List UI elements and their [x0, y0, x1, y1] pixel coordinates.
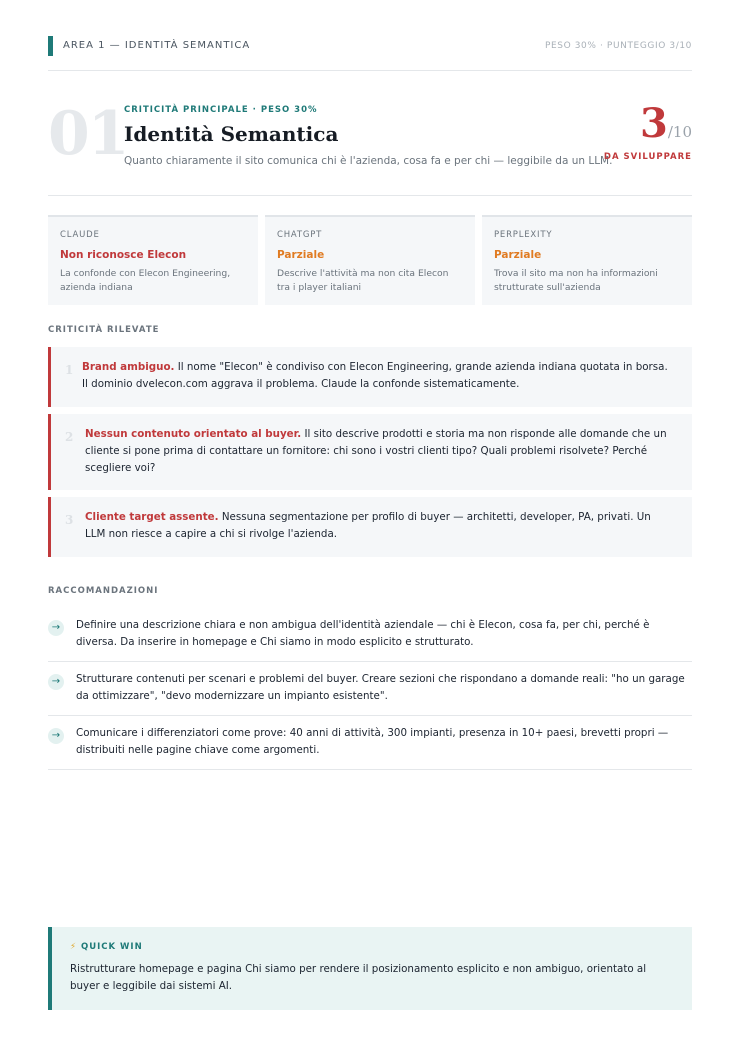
issue-item [48, 347, 692, 407]
llm-card-claude [48, 215, 258, 305]
llm-status: Parziale [277, 249, 325, 261]
lightning-icon: ⚡ [70, 942, 77, 952]
page-subtitle: Quanto chiaramente il sito comunica chi è l'azienda, cosa fa e per chi — leggibile da un LLM. [124, 155, 613, 167]
llm-status: Non riconosce Elecon [60, 249, 187, 261]
llm-card-chatgpt [265, 215, 475, 305]
quick-win-text: Ristrutturare homepage e pagina Chi siamo per rendere il posizionamento esplicito e non ambiguo, orientato al buyer e leggibile dai sistemi AI. [70, 963, 647, 992]
recommendation-text: Strutturare contenuti per scenari e problemi del buyer. Creare sezioni che rispondano a domande reali: "ho un garage da ottimizzare", "devo modernizzare un impianto esistente". [76, 673, 685, 702]
recommendation-text: Comunicare i differenziatori come prove: 40 anni di attività, 300 impianti, presenza in 10+ paesi, brevetti propri — distribuiti nelle pagine chiave come argomenti. [76, 727, 669, 756]
area-label: AREA 1 — IDENTITÀ SEMANTICA [63, 40, 251, 51]
llm-desc: Descrive l'attività ma non cita Elecon tra i player italiani [277, 268, 449, 293]
recommendation-text: Definire una descrizione chiara e non ambigua dell'identità aziendale — chi è Elecon, cosa fa, per chi, perché è diversa. Da inserire in homepage e Chi siamo in modo esplicito e strutturato. [76, 619, 650, 648]
quick-win-box [48, 927, 692, 1010]
llm-card-perplexity [482, 215, 692, 305]
issue-item [48, 414, 692, 490]
score-value: 3 [640, 100, 668, 147]
llm-name: CHATGPT [277, 230, 323, 240]
llm-desc: Trova il sito ma non ha informazioni strutturate sull'azienda [494, 268, 658, 293]
issue-title: Cliente target assente. [85, 511, 219, 523]
recommendations-section-label: RACCOMANDAZIONI [48, 586, 159, 596]
issue-title: Brand ambiguo. [82, 361, 175, 373]
issue-text [82, 359, 670, 393]
score-status-label: DA SVILUPPARE [603, 152, 692, 162]
issue-index: 1 [65, 363, 74, 377]
llm-desc: La confonde con Elecon Engineering, azienda indiana [60, 268, 231, 293]
issue-title: Nessun contenuto orientato al buyer. [85, 428, 302, 440]
recommendation-item [48, 671, 692, 716]
issue-body: Nessuna segmentazione per profilo di buyer — architetti, developer, PA, privati. Un LLM non riesce a capire a chi si rivolge l'azienda. [85, 511, 651, 540]
issue-body: Il sito descrive prodotti e storia ma non risponde alle domande che un cliente si pone prima di contattare un fornitore: chi sono i vostri clienti tipo? Quali problemi risolvete? Perché scegliere voi? [85, 428, 667, 474]
issue-index: 3 [65, 513, 74, 527]
top-bar [48, 36, 692, 56]
recommendation-item [48, 617, 692, 662]
divider [48, 70, 692, 71]
accent-bar [48, 36, 53, 56]
issue-body: Il nome "Elecon" è condiviso con Elecon Engineering, grande azienda indiana quotata in borsa. Il dominio dvelecon.com aggrava il problema. Claude la confonde sistematicamente. [82, 361, 668, 390]
arrow-right-icon: → [48, 620, 64, 636]
report-page [48, 0, 692, 1046]
page-title: Identità Semantica [124, 122, 339, 146]
section-number: 01 [48, 99, 128, 169]
section-kicker: CRITICITÀ PRINCIPALE · PESO 30% [124, 105, 318, 115]
issue-text [85, 426, 670, 477]
llm-name: PERPLEXITY [494, 230, 553, 240]
issues-section-label: CRITICITÀ RILEVATE [48, 325, 160, 335]
llm-name: CLAUDE [60, 230, 100, 240]
score-max: /10 [667, 123, 692, 141]
score [640, 100, 692, 147]
quick-win-title: QUICK WIN [80, 942, 143, 952]
arrow-right-icon: → [48, 674, 64, 690]
issue-text [85, 509, 670, 543]
recommendation-item [48, 725, 692, 770]
llm-cards [48, 215, 692, 305]
llm-status: Parziale [494, 249, 542, 261]
quick-win-label [70, 942, 143, 952]
arrow-right-icon: → [48, 728, 64, 744]
weight-score-meta: PESO 30% · PUNTEGGIO 3/10 [544, 41, 692, 51]
issue-item [48, 497, 692, 557]
divider [48, 195, 692, 196]
issue-index: 2 [65, 430, 74, 444]
